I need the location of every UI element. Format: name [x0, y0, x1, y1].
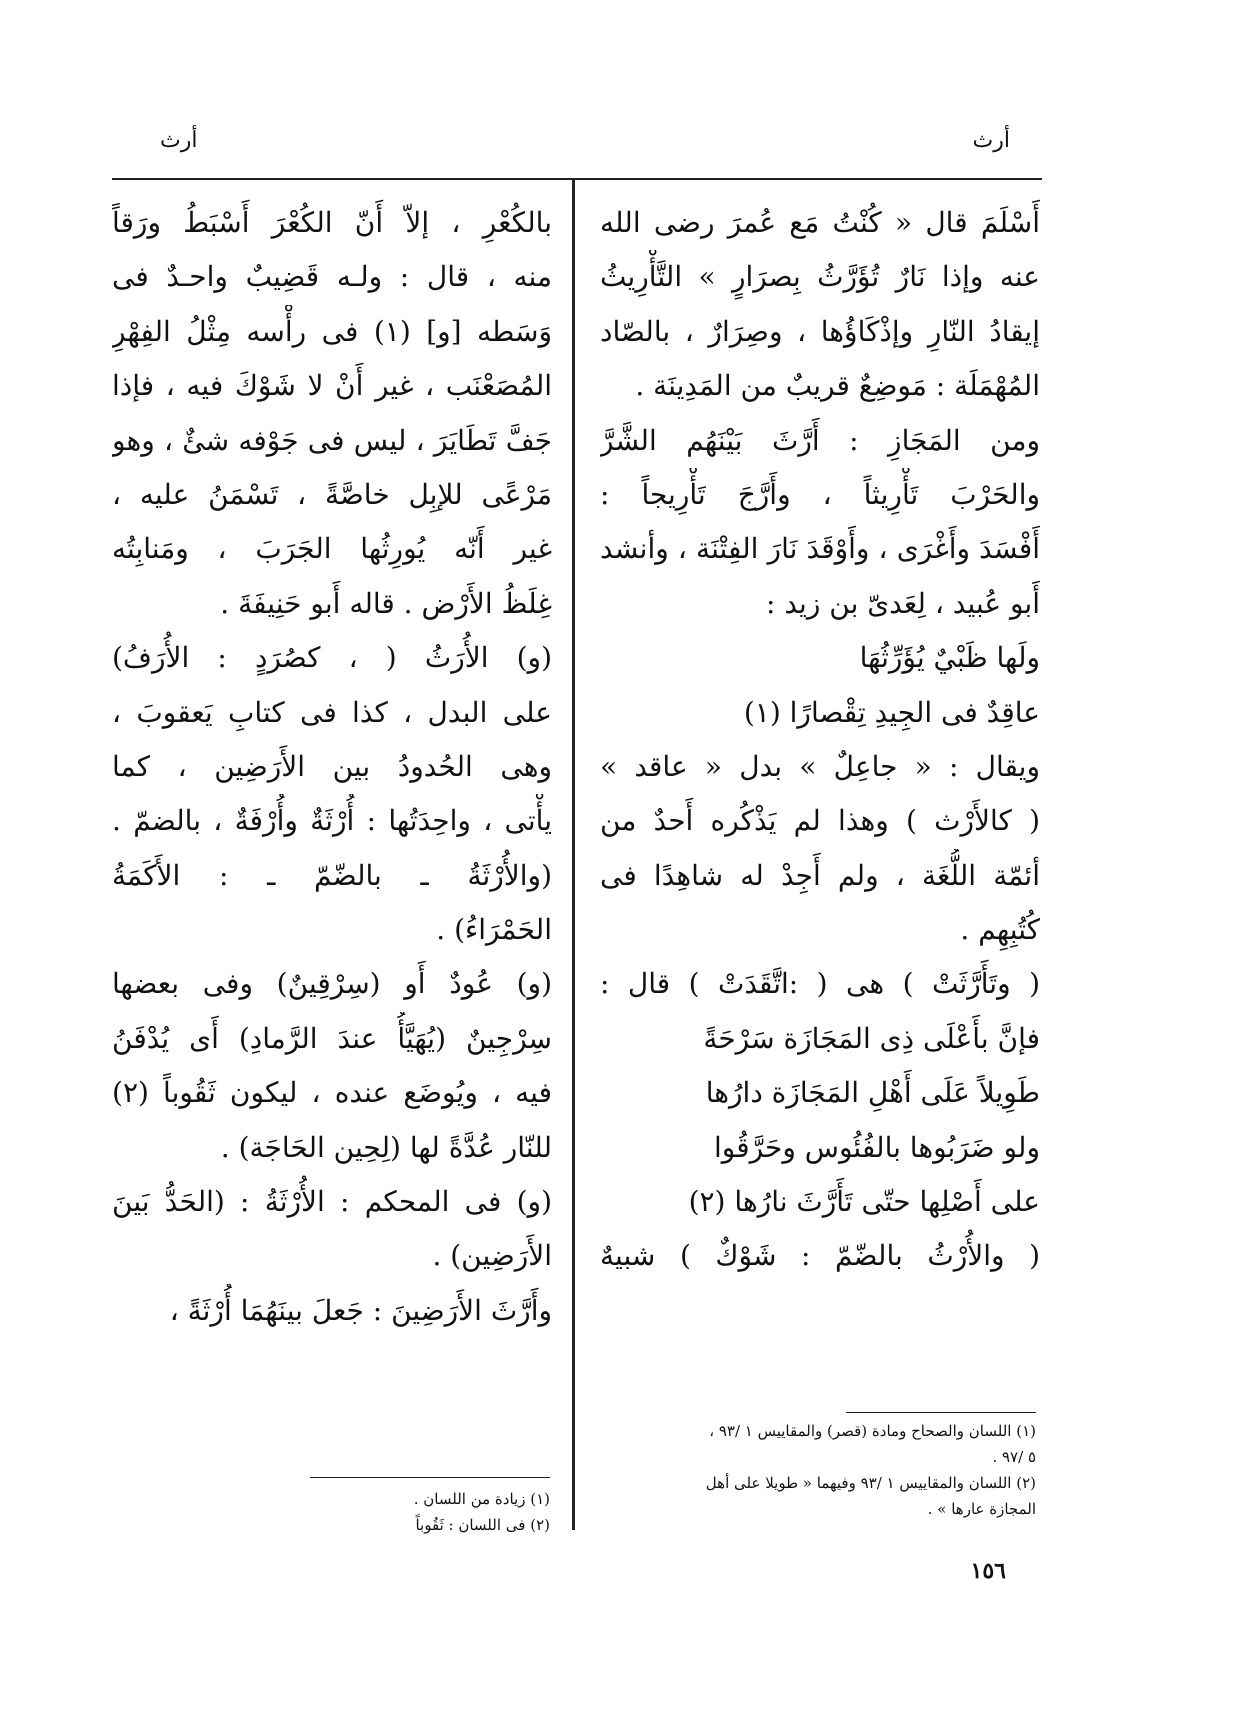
header-word-left: أرث — [160, 128, 198, 153]
text-line: (والأُرْثَةُ ـ بالضّمّ ـ : الأَكَمَةُ — [112, 858, 552, 892]
text-line: ( والأُرْثُ بالضّمّ : شَوْكٌ ) شبيهٌ — [600, 1239, 1040, 1273]
text-line: إيقادُ النّارِ وإذْكَاؤُها ، وصِرَارٌ ، بالصّاد — [600, 314, 1040, 348]
text-line: جَفَّ تَطَايَرَ ، ليس فى جَوْفه شئٌ ، وهو — [112, 423, 552, 457]
verse-line: على أَصْلِها حتّى تَأَرَّثَ نارُها (٢) — [688, 1185, 1040, 1219]
footnote-rule-left — [310, 1477, 550, 1478]
text-line: ويقال : « جاعِلٌ » بدل « عاقد » — [600, 749, 1040, 783]
text-line: غِلَظُ الأَرْض . قاله أَبو حَنِيفَةَ . — [220, 586, 552, 620]
footnote: (٢) اللسان والمقاييس ١ /٩٣ وفيهما « طويلا على أهل — [705, 1474, 1036, 1492]
column-divider — [572, 178, 575, 1530]
text-line: أَبو عُبيد ، لِعَدىّ بن زيد : — [766, 586, 1040, 620]
left-column — [112, 196, 552, 1338]
text-line: فيه ، ويُوضَع عنده ، ليكون ثَقُوباً (٢) — [112, 1076, 552, 1110]
text-line: (و) فى المحكم : الأُرْثَةُ : (الحَدُّ بَينَ — [112, 1185, 552, 1219]
text-line: وَسَطه [و] (١) فى رأْسه مِثْلُ الفِهْرِ — [112, 314, 552, 348]
footnote: (١) اللسان والصحاح ومادة (قصر) والمقاييس ١ /٩٣ ، — [709, 1422, 1036, 1440]
verse-line: طَوِيلاً عَلَى أَهْلِ المَجَازَة دارُها — [705, 1076, 1040, 1110]
footnotes-left — [300, 1486, 550, 1538]
text-line: (و) عُودٌ أَو (سِرْقِينٌ) وفى بعضها — [112, 967, 552, 1001]
text-line: وأَرَّثَ الأَرَضِينَ : جَعلَ بينَهُمَا أُرْثَةً ، — [169, 1293, 552, 1327]
text-line: ( وتَأَرَّثَتْ ) هى ( :اتَّقَدَتْ ) قال : — [600, 967, 1040, 1001]
text-line: بالكُعْرِ ، إلاّ أَنّ الكُعْرَ أَسْبَطُ ورَقاً — [112, 206, 552, 239]
text-line: منه ، قال : ولـه قَضِيبٌ واحـدٌ فى — [112, 260, 552, 294]
text-line: المُهْمَلَة : مَوضِعٌ قريبٌ من المَدِينَة . — [635, 369, 1040, 403]
text-line: الحَمْرَاءُ) . — [436, 913, 552, 947]
text-line: عنه وإذا نَارٌ تُؤَرَّثُ بِصرَارٍ » التَّأْرِيثُ — [600, 260, 1040, 294]
text-line: (و) الأُرَثُ ( ، كصُرَدٍ : الأُرَفُ) — [112, 641, 552, 675]
text-line: مَرْعًى للإبِل خاصَّةً ، تَسْمَنُ عليه ، — [112, 477, 552, 511]
header-rule — [112, 178, 1042, 180]
footnote: (٢) فى اللسان : ثَقُوباً — [415, 1516, 550, 1534]
text-line: غير أَنّه يُورِثُها الجَرَبَ ، ومَنابِتُه — [112, 532, 552, 566]
text-line: ومن المَجَازِ : أَرَّثَ بَيْنَهُم الشَّرَّ — [600, 423, 1040, 457]
text-line: سِرْجِينٌ (يُهَيَّأُ عندَ الرَّمادِ) أَى يُدْفَنُ — [112, 1021, 552, 1055]
text-line: للنّار عُدَّةً لها (لِحِين الحَاجَة) . — [220, 1130, 552, 1164]
text-line: أَفْسَدَ وأَغْرَى ، وأَوْقَدَ نَارَ الفِتْنَة ، وأنشد — [600, 532, 1040, 566]
header-word-right: أرث — [972, 128, 1010, 153]
text-line: على البدل ، كذا فى كتابِ يَعقوبَ ، — [112, 695, 552, 729]
footnotes-right — [604, 1418, 1036, 1522]
text-line: أَسْلَمَ قال « كُنْتُ مَع عُمرَ رضى الله — [600, 206, 1040, 239]
verse-line: عاقِدٌ فى الجِيدِ تِقْصارًا (١) — [743, 695, 1040, 729]
text-line: ( كالأَرْث ) وهذا لم يَذْكُره أَحدٌ من — [600, 804, 1040, 838]
text-line: وهى الحُدودُ بين الأَرَضِين ، كما — [112, 749, 552, 783]
footnote: المجازة عارها » . — [927, 1500, 1036, 1518]
text-line: أئمّة اللُّغَة ، ولم أَجِدْ له شاهِدًا فى — [600, 858, 1040, 892]
text-line: الأَرَضِين) . — [432, 1239, 552, 1273]
text-line: يأْتى ، واحِدَتُها : أُرْثَةٌ وأُرْفَةٌ ، بالضمّ . — [112, 804, 552, 838]
text-line: والحَرْبَ تَأْرِيثاً ، وأَرَّجَ تَأْرِيجاً : — [600, 477, 1040, 511]
verse-line: ولو ضَرَبُوها بالفُئُوس وحَرَّقُوا — [713, 1130, 1040, 1164]
footnote: ٥ /٩٧ . — [992, 1448, 1036, 1466]
page-number: ١٥٦ — [970, 1558, 1006, 1584]
footnote-rule-right — [846, 1412, 1036, 1413]
verse-line: فإنَّ بأَعْلَى ذِى المَجَازَة سَرْحَةً — [703, 1021, 1040, 1055]
text-line: المُصَعْنَب ، غير أَنْ لا شَوْكَ فيه ، فإذا — [112, 369, 552, 403]
right-column — [600, 196, 1040, 1284]
verse-line: ولَها ظَبْيٌ يُؤَرِّثُهَا — [859, 641, 1040, 675]
text-line: كُتُبِهِم . — [960, 913, 1040, 947]
footnote: (١) زيادة من اللسان . — [413, 1490, 550, 1508]
